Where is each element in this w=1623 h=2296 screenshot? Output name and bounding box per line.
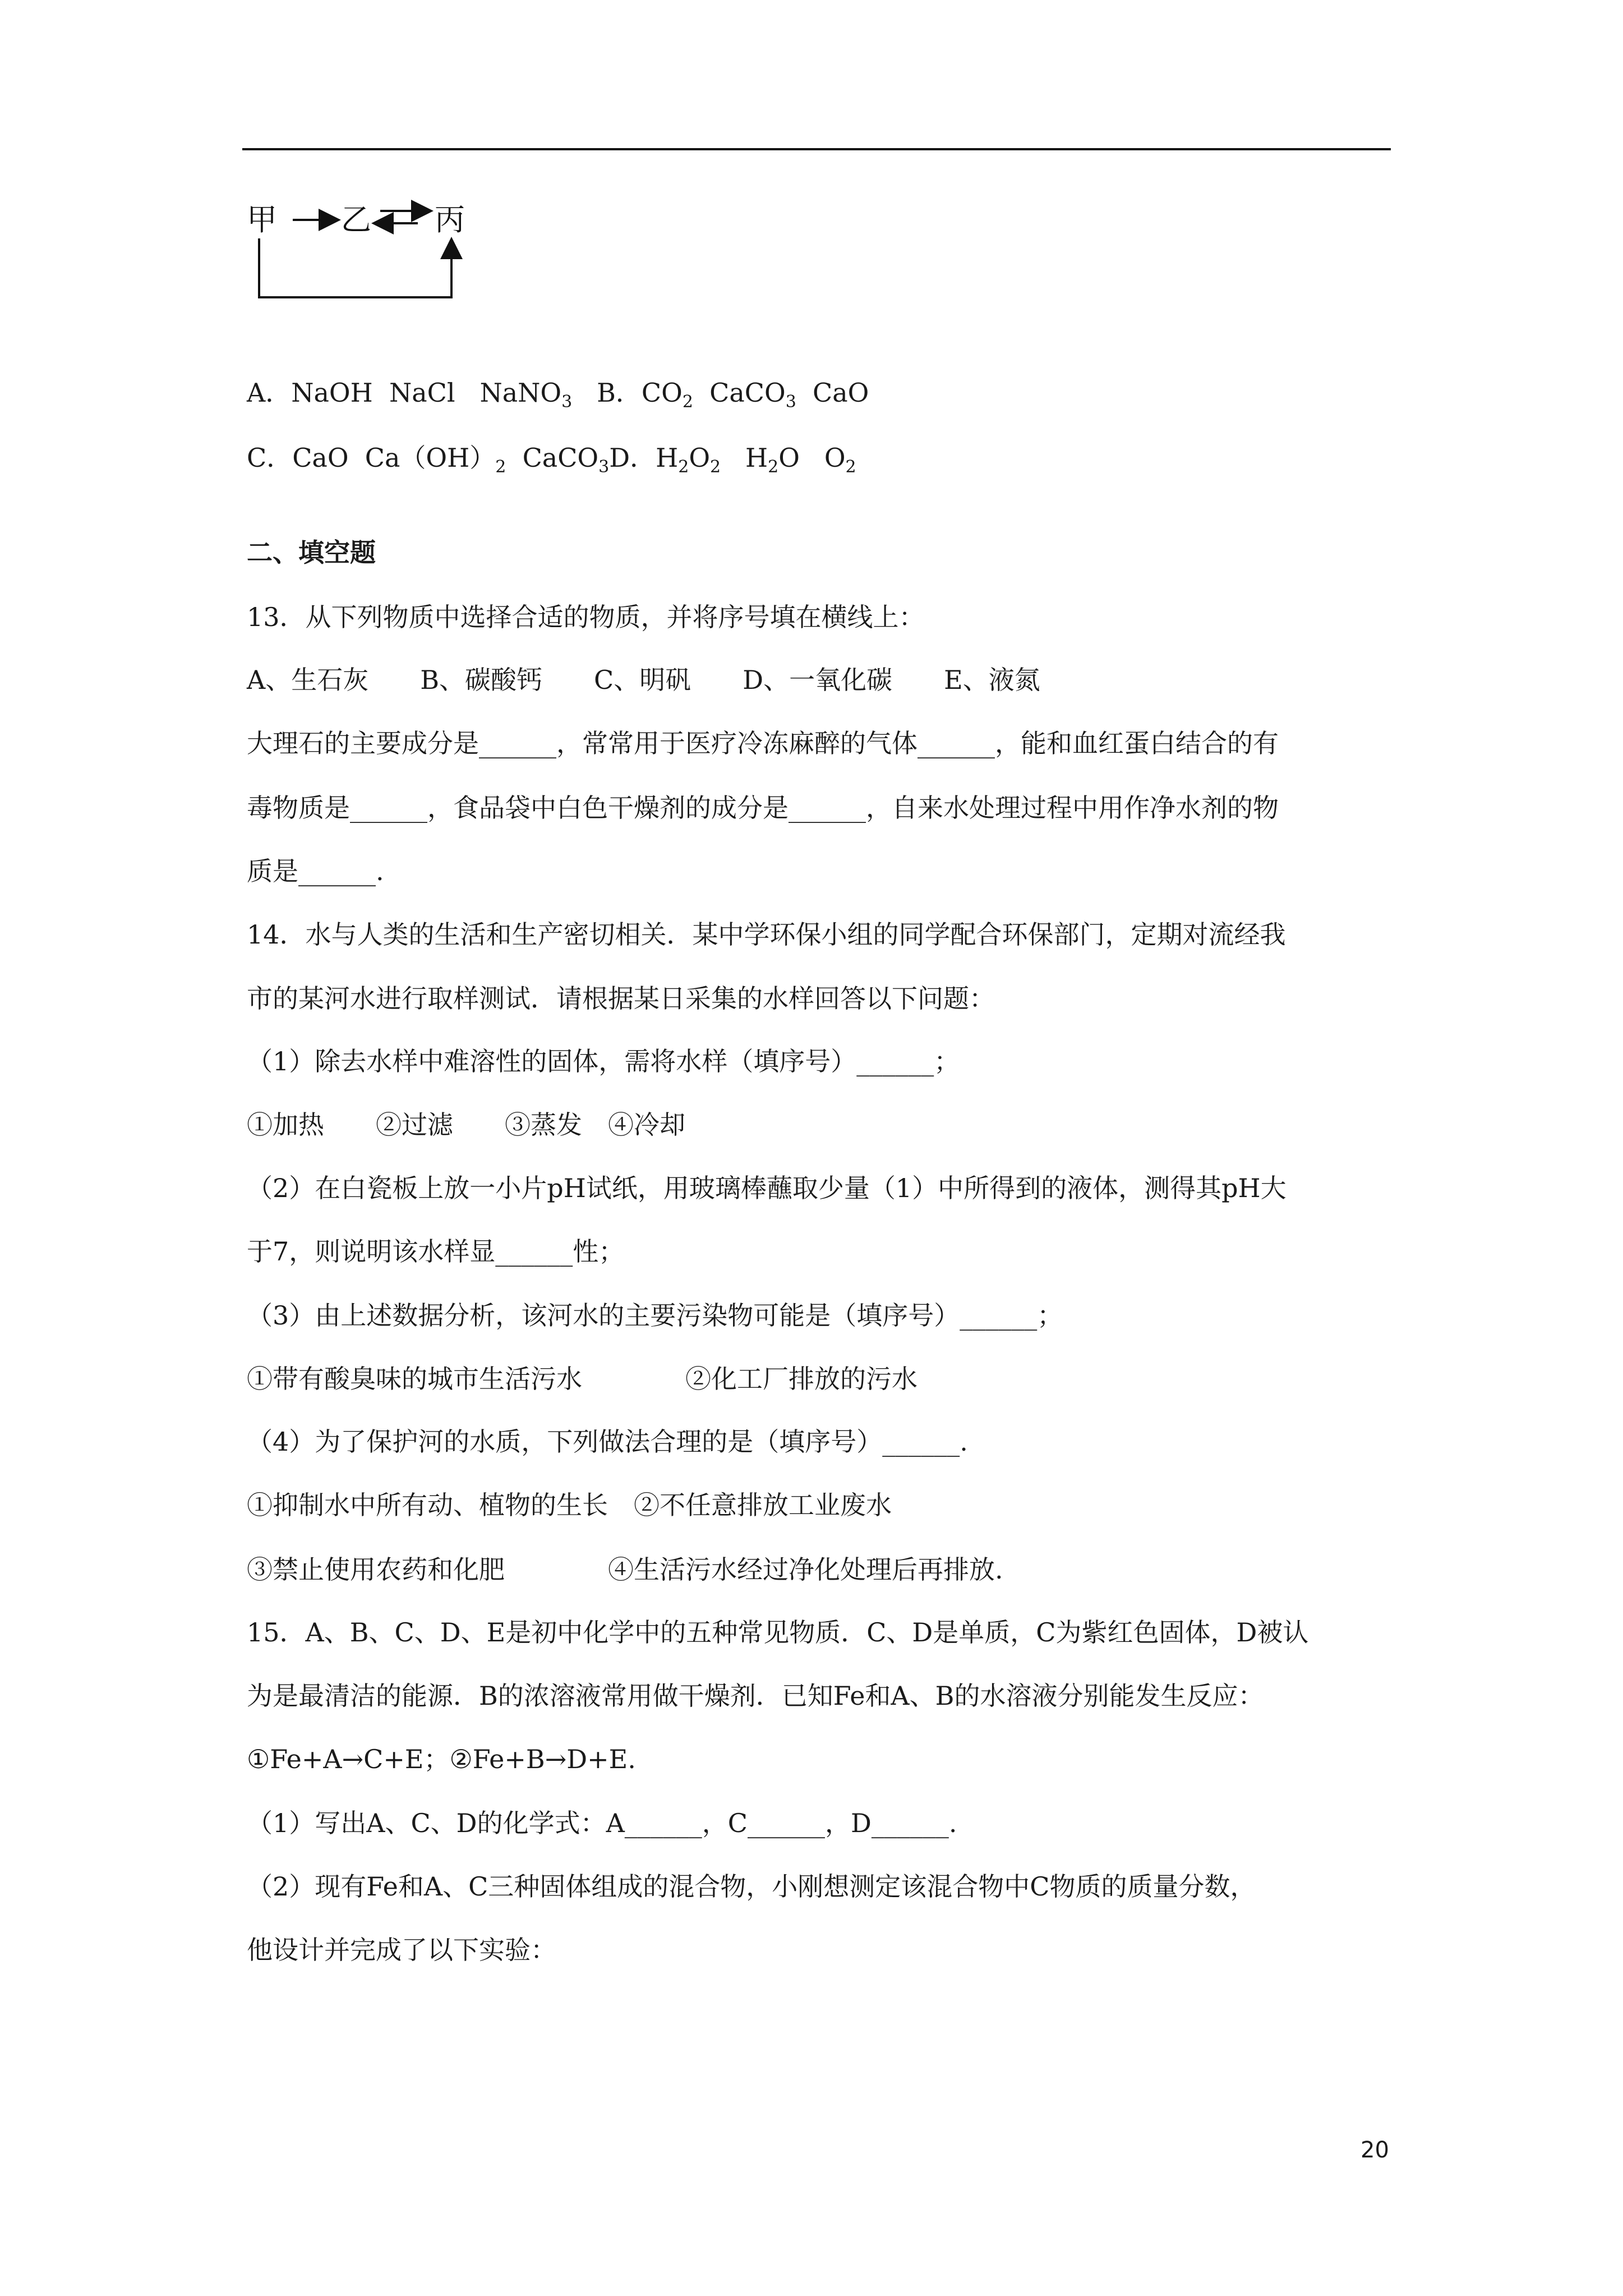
q14-line-10: ①抑制水中所有动、植物的生长 ②不任意排放工业废水: [247, 1490, 892, 1520]
node-yi: 乙: [341, 202, 371, 237]
q13-line-2: 毒物质是______，食品袋中白色干燥剂的成分是______，自来水处理过程中用作净水剂的物: [247, 793, 1279, 823]
arrow-jia-to-bing: [259, 238, 451, 297]
q15-line-3: ①Fe+A→C+E；②Fe+B→D+E.: [247, 1744, 636, 1774]
q13-line-3: 质是______.: [247, 856, 384, 886]
q15-line-4: （1）写出A、C、D的化学式：A______，C______，D______.: [247, 1808, 957, 1838]
node-bing: 丙: [435, 202, 465, 237]
options-line-ab: A．NaOH NaCl NaNO$_3$ B．$CO_2$ CaCO$_3$ CaO: [247, 378, 869, 412]
options-line-cd: C．CaO $Ca(OH)_2$ CaCO$_3$D．$H_2O_2$ $H_2O$ $O_2$: [247, 443, 856, 477]
q13-choices: A、生石灰 B、碳酸钙 C、明矾 D、一氧化碳 E、液氮: [247, 665, 1040, 695]
node-jia: 甲: [247, 202, 277, 237]
q15-line-5: （2）现有Fe和A、C三种固体组成的混合物，小刚想测定该混合物中C物质的质量分数，: [247, 1871, 1256, 1902]
q13-stem: 13．从下列物质中选择合适的物质，并将序号填在横线上：: [247, 602, 925, 632]
transformation-diagram: [247, 196, 482, 309]
q14-line-4: ①加热 ②过滤 ③蒸发 ④冷却: [247, 1110, 685, 1140]
q14-line-9: （4）为了保护河的水质，下列做法合理的是（填序号）______.: [247, 1427, 968, 1457]
q14-line-7: （3）由上述数据分析，该河水的主要污染物可能是（填序号）______；: [247, 1300, 1063, 1331]
q13-line-1: 大理石的主要成分是______，常常用于医疗冷冻麻醉的气体______，能和血红蛋白结合的有: [247, 728, 1279, 758]
section-heading: 二、填空题: [247, 537, 376, 568]
q14-line-6: 于7，则说明该水样显______性；: [247, 1236, 625, 1267]
header-rule: [242, 148, 1391, 150]
q14-line-2: 市的某河水进行取样测试．请根据某日采集的水样回答以下问题：: [247, 983, 995, 1014]
q14-line-1: 14．水与人类的生活和生产密切相关．某中学环保小组的同学配合环保部门，定期对流经我: [247, 919, 1286, 950]
q15-line-1: 15．A、B、C、D、E是初中化学中的五种常见物质．C、D是单质，C为紫红色固体，D被认: [247, 1617, 1309, 1648]
q14-line-11: ③禁止使用农药和化肥 ④生活污水经过净化处理后再排放.: [247, 1554, 1003, 1585]
q15-line-2: 为是最清洁的能源．B的浓溶液常用做干燥剂．已知Fe和A、B的水溶液分别能发生反应：: [247, 1681, 1264, 1711]
page-number: 20: [1361, 2137, 1389, 2163]
q14-line-5: （2）在白瓷板上放一小片pH试纸，用玻璃棒蘸取少量（1）中所得到的液体，测得其pH大: [247, 1173, 1287, 1203]
q14-line-3: （1）除去水样中难溶性的固体，需将水样（填序号）______；: [247, 1046, 960, 1076]
q15-line-6: 他设计并完成了以下实验：: [247, 1935, 556, 1965]
q14-line-8: ①带有酸臭味的城市生活污水 ②化工厂排放的污水: [247, 1364, 917, 1394]
